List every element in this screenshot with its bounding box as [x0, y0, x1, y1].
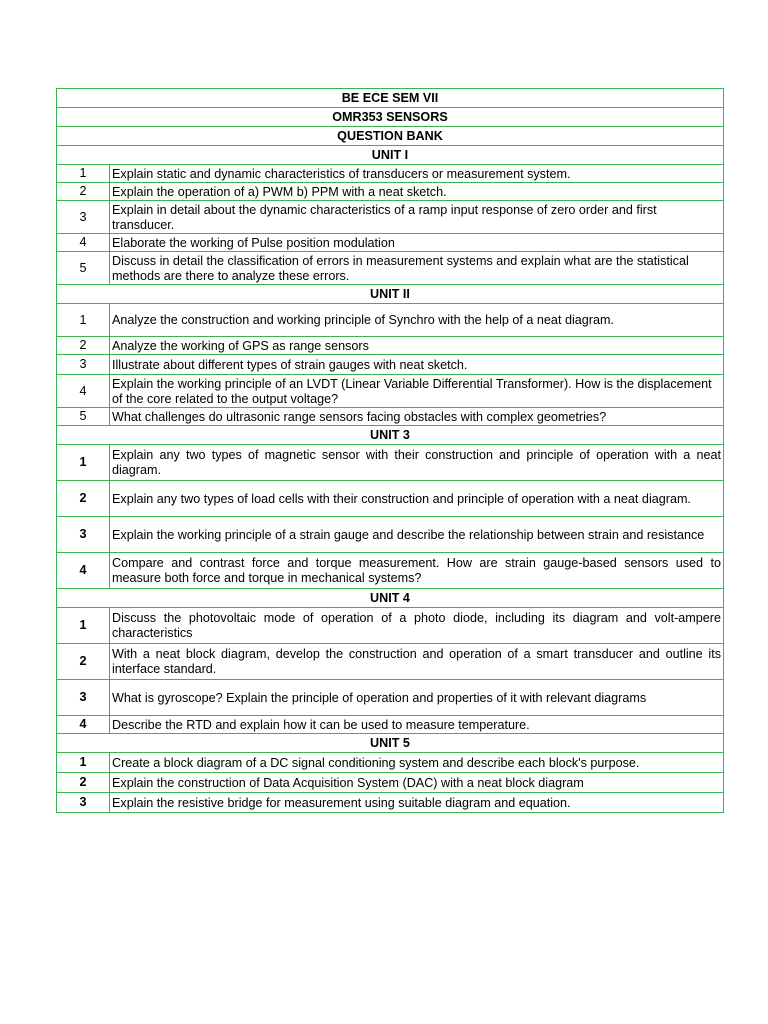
question-text: Discuss in detail the classification of errors in measurement systems and explain what are the statistical methods are there to analyze these errors.: [110, 252, 724, 285]
question-row: [57, 793, 724, 813]
unit-title: UNIT 4: [57, 589, 724, 608]
question-row: [57, 355, 724, 375]
question-text: What is gyroscope? Explain the principle of operation and properties of it with relevant diagrams: [110, 680, 724, 716]
unit-title: UNIT 5: [57, 734, 724, 753]
question-row: [57, 304, 724, 337]
unit-heading-row: [57, 734, 724, 753]
question-row: [57, 445, 724, 481]
question-text: Explain in detail about the dynamic characteristics of a ramp input response of zero order and first transducer.: [110, 201, 724, 234]
question-number: 2: [57, 183, 110, 201]
question-row: [57, 337, 724, 355]
question-number: 5: [57, 408, 110, 426]
question-text: Explain static and dynamic characteristics of transducers or measurement system.: [110, 165, 724, 183]
question-bank-heading: QUESTION BANK: [57, 127, 724, 146]
question-number: 1: [57, 445, 110, 481]
question-row: [57, 680, 724, 716]
question-number: 2: [57, 481, 110, 517]
question-text: Explain any two types of load cells with their construction and principle of operation with a neat diagram.: [110, 481, 724, 517]
question-number: 4: [57, 553, 110, 589]
unit-title: UNIT 3: [57, 426, 724, 445]
question-row: [57, 773, 724, 793]
unit-title: UNIT I: [57, 146, 724, 165]
question-number: 3: [57, 680, 110, 716]
question-row: [57, 716, 724, 734]
question-row: [57, 165, 724, 183]
question-text: Explain the working principle of an LVDT (Linear Variable Differential Transformer). How is the displacement of the core related to the output voltage?: [110, 375, 724, 408]
course-semester-heading: BE ECE SEM VII: [57, 89, 724, 108]
course-code-heading: OMR353 SENSORS: [57, 108, 724, 127]
question-number: 3: [57, 517, 110, 553]
question-text: Create a block diagram of a DC signal conditioning system and describe each block's purpose.: [110, 753, 724, 773]
question-row: [57, 201, 724, 234]
question-number: 2: [57, 337, 110, 355]
question-text: What challenges do ultrasonic range sensors facing obstacles with complex geometries?: [110, 408, 724, 426]
question-text: Elaborate the working of Pulse position modulation: [110, 234, 724, 252]
question-text: Discuss the photovoltaic mode of operation of a photo diode, including its diagram and volt-ampere characteristics: [110, 608, 724, 644]
question-number: 3: [57, 355, 110, 375]
unit-title: UNIT II: [57, 285, 724, 304]
question-row: [57, 517, 724, 553]
question-number: 4: [57, 716, 110, 734]
question-number: 3: [57, 201, 110, 234]
question-text: Analyze the working of GPS as range sensors: [110, 337, 724, 355]
question-row: [57, 644, 724, 680]
question-row: [57, 252, 724, 285]
question-number: 3: [57, 793, 110, 813]
question-bank-table: [56, 88, 724, 813]
question-text: Explain the resistive bridge for measurement using suitable diagram and equation.: [110, 793, 724, 813]
header-row: [57, 108, 724, 127]
question-number: 1: [57, 753, 110, 773]
unit-heading-row: [57, 146, 724, 165]
question-row: [57, 375, 724, 408]
question-text: Explain any two types of magnetic sensor with their construction and principle of operation with a neat diagram.: [110, 445, 724, 481]
question-number: 4: [57, 375, 110, 408]
question-text: With a neat block diagram, develop the construction and operation of a smart transducer and outline its interface standard.: [110, 644, 724, 680]
unit-heading-row: [57, 285, 724, 304]
question-number: 1: [57, 165, 110, 183]
question-text: Explain the working principle of a strain gauge and describe the relationship between strain and resistance: [110, 517, 724, 553]
question-text: Analyze the construction and working principle of Synchro with the help of a neat diagram.: [110, 304, 724, 337]
question-row: [57, 408, 724, 426]
question-number: 2: [57, 773, 110, 793]
question-text: Illustrate about different types of strain gauges with neat sketch.: [110, 355, 724, 375]
question-row: [57, 753, 724, 773]
header-row: [57, 127, 724, 146]
question-text: Explain the operation of a) PWM b) PPM with a neat sketch.: [110, 183, 724, 201]
question-text: Explain the construction of Data Acquisition System (DAC) with a neat block diagram: [110, 773, 724, 793]
question-row: [57, 234, 724, 252]
question-row: [57, 608, 724, 644]
question-row: [57, 553, 724, 589]
question-text: Compare and contrast force and torque measurement. How are strain gauge-based sensors used to measure both force and torque in mechanical systems?: [110, 553, 724, 589]
unit-heading-row: [57, 589, 724, 608]
question-text: Describe the RTD and explain how it can be used to measure temperature.: [110, 716, 724, 734]
question-number: 5: [57, 252, 110, 285]
header-row: [57, 89, 724, 108]
question-number: 1: [57, 608, 110, 644]
question-number: 2: [57, 644, 110, 680]
question-row: [57, 481, 724, 517]
unit-heading-row: [57, 426, 724, 445]
question-row: [57, 183, 724, 201]
question-number: 4: [57, 234, 110, 252]
question-number: 1: [57, 304, 110, 337]
